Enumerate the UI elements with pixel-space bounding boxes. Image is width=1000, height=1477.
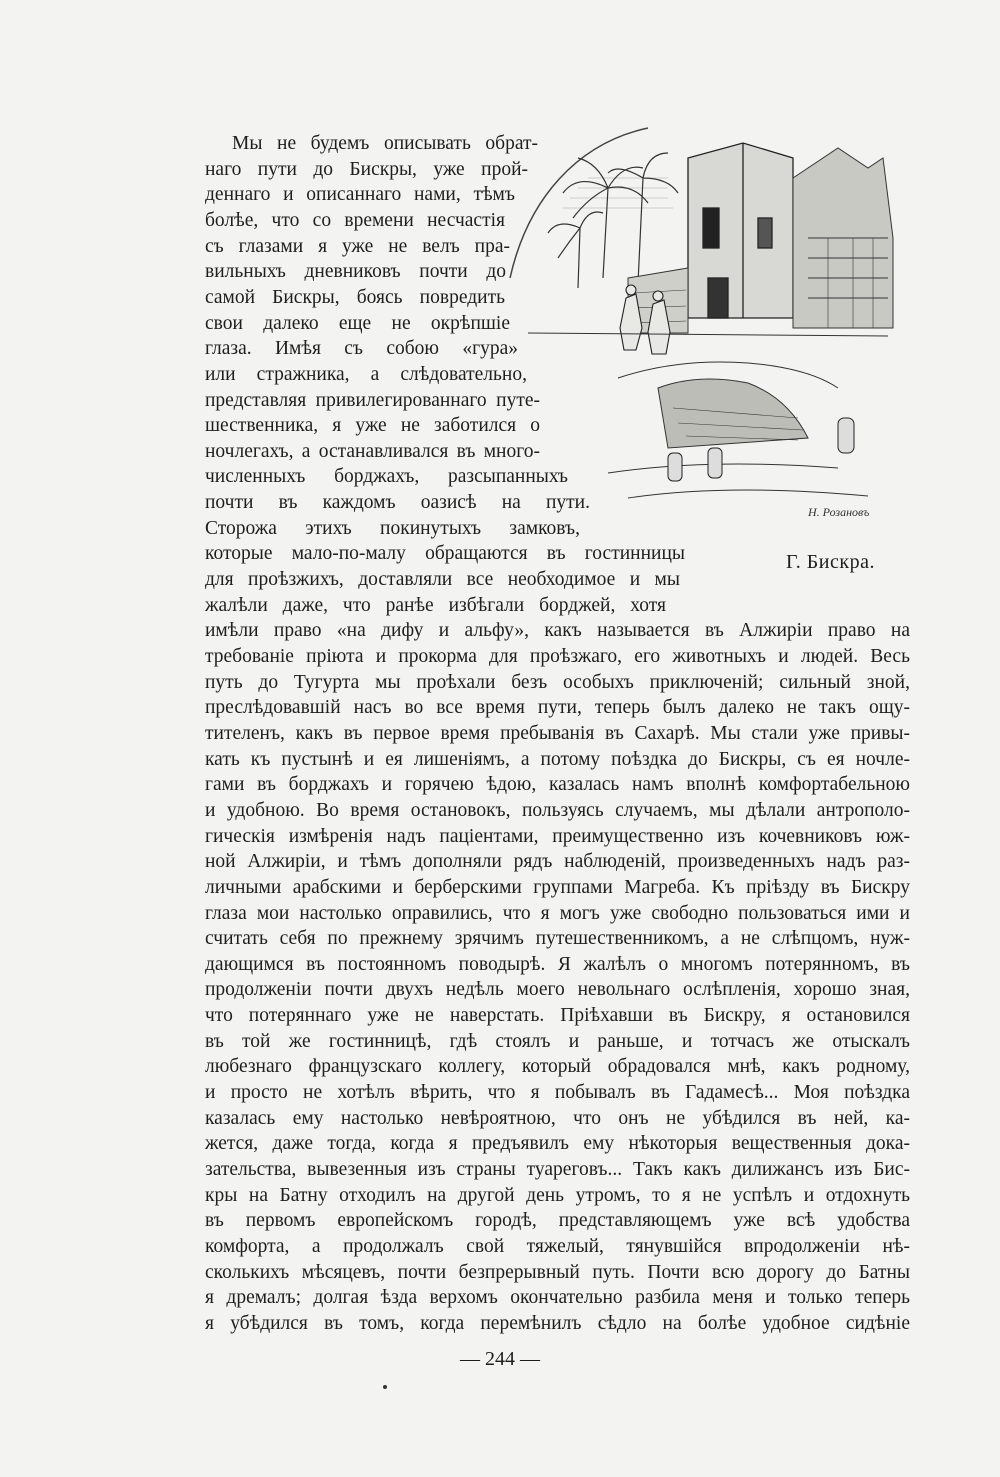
- text-line: требованіе пріюта и прокорма для проѣзжаго, его животныхъ и людей. Весь: [205, 646, 910, 667]
- text-line: болѣе, что со времени несчастія: [205, 209, 505, 231]
- text-line: съ глазами я уже не велъ пра-: [205, 235, 510, 257]
- text-line: тителенъ, какъ въ первое время пребыванія въ Сахарѣ. Мы стали уже привы-: [205, 722, 910, 744]
- text-line: преслѣдовавшій насъ во все время пути, теперь былъ далеко не такъ ощу-: [205, 697, 910, 719]
- text-line: кать къ пустынѣ и ея лишеніямъ, а потому поѣздка до Бискры, съ ея ночле-: [205, 748, 910, 770]
- text-line: любезнаго французскаго коллегу, который обрадовался мнѣ, какъ родному,: [205, 1056, 910, 1078]
- ink-speck: [383, 1385, 387, 1389]
- text-line: въ первомъ европейскомъ городѣ, представляющемъ уже всѣ удобства: [205, 1210, 910, 1232]
- text-line: и удобною. Во время остановокъ, пользуясь случаемъ, мы дѣлали антрополо-: [205, 799, 910, 821]
- text-line: деннаго и описаннаго нами, тѣмъ: [205, 184, 515, 206]
- text-line: путь до Тугурта мы проѣхали безъ особыхъ приключеній; сильный зной,: [205, 671, 910, 693]
- text-line: личными арабскими и берберскими группами Магреба. Къ пріѣзду въ Бискру: [205, 876, 910, 898]
- text-line: въ той же гостинницѣ, гдѣ стоялъ и раньше, и тотчасъ же отыскалъ: [205, 1030, 910, 1052]
- text-line: которые мало-по-малу обращаются въ гостинницы: [205, 543, 685, 565]
- text-line: вильныхъ дневниковъ почти до: [205, 261, 506, 283]
- text-line: жалѣли даже, что ранѣе избѣгали борджей, хотя: [205, 594, 666, 616]
- text-line: свои далеко еще не окрѣпшіе: [205, 312, 510, 334]
- text-line: представляя привилегированнаго путе-: [205, 389, 540, 411]
- text-line: или стражника, а слѣдовательно,: [205, 363, 527, 385]
- text-line: для проѣзжихъ, доставляли все необходимое и мы: [205, 569, 680, 591]
- text-line: наго пути до Бискры, уже прой-: [205, 158, 528, 180]
- text-line: шественника, я уже не заботился о: [205, 415, 540, 437]
- text-line: Мы не будемъ описывать обрат-: [232, 133, 538, 154]
- text-line: комфорта, а продолжалъ свой тяжелый, тянувшійся впродолженіи нѣ-: [205, 1235, 910, 1257]
- text-line: ной Алжиріи, и тѣмъ дополняли рядъ наблюденій, произведенныхъ надъ раз-: [205, 851, 910, 873]
- text-line: я убѣдился въ томъ, когда перемѣнилъ сѣдло на болѣе удобное сидѣніе: [205, 1312, 910, 1334]
- text-line: сколькихъ мѣсяцевъ, почти безпрерывный путь. Почти всю дорогу до Батны: [205, 1261, 910, 1283]
- text-line: глаза. Имѣя съ собою «гура»: [205, 338, 518, 360]
- text-line: самой Бискры, боясь повредить: [205, 286, 505, 308]
- page-number: — 244 —: [460, 1348, 540, 1370]
- text-line: глаза мои настолько оправились, что я могъ уже свободно пользоваться ими и: [205, 902, 910, 924]
- text-line: я дремалъ; долгая ѣзда верхомъ окончательно разбила меня и только теперь: [205, 1287, 910, 1309]
- text-line: жется, даже тогда, когда я предъявилъ ему нѣкоторыя вещественныя дока-: [205, 1133, 910, 1155]
- text-line: имѣли право «на дифу и альфу», какъ называется въ Алжиріи право на: [205, 620, 910, 642]
- text-line: продолженіи почти двухъ недѣль моего невольнаго ослѣпленія, хорошо зная,: [205, 979, 910, 1001]
- text-line: дающимся въ постоянномъ поводырѣ. Я жалѣлъ о многомъ потерянномъ, въ: [205, 953, 910, 975]
- artist-signature: Н. Розановъ: [808, 505, 870, 519]
- text-line: казалась ему настолько невѣроятною, что онъ не убѣдился въ ней, ка-: [205, 1107, 910, 1129]
- text-line: Сторожа этихъ покинутыхъ замковъ,: [205, 517, 580, 539]
- text-line: численныхъ борджахъ, разсыпанныхъ: [205, 466, 568, 488]
- figure-caption: Г. Бискра.: [786, 551, 875, 573]
- text-line: считать себя по прежнему зрячимъ путешественникомъ, а не слѣпцомъ, нуж-: [205, 928, 910, 950]
- text-line: зательства, вывезенныя изъ страны туареговъ... Такъ какъ дилижансъ изъ Бис-: [205, 1159, 910, 1180]
- text-line: гическія измѣренія надъ паціентами, преимущественно изъ кочевниковъ юж-: [205, 825, 910, 847]
- text-line: ночлегахъ, а останавливался въ много-: [205, 440, 540, 462]
- text-line: почти въ каждомъ оазисѣ на пути.: [205, 492, 590, 514]
- text-line: кры на Батну отходилъ на другой день утромъ, то я не успѣлъ и отдохнуть: [205, 1184, 910, 1206]
- text-line: и просто не хотѣлъ вѣрить, что я побывалъ въ Гадамесѣ... Моя поѣздка: [205, 1082, 910, 1104]
- text-line: что потеряннаго уже не наверстать. Пріѣхавши въ Бискру, я остановился: [205, 1005, 910, 1027]
- text-line: гами въ борджахъ и горячею ѣдою, казалась намъ вполнѣ комфортабельною: [205, 774, 910, 796]
